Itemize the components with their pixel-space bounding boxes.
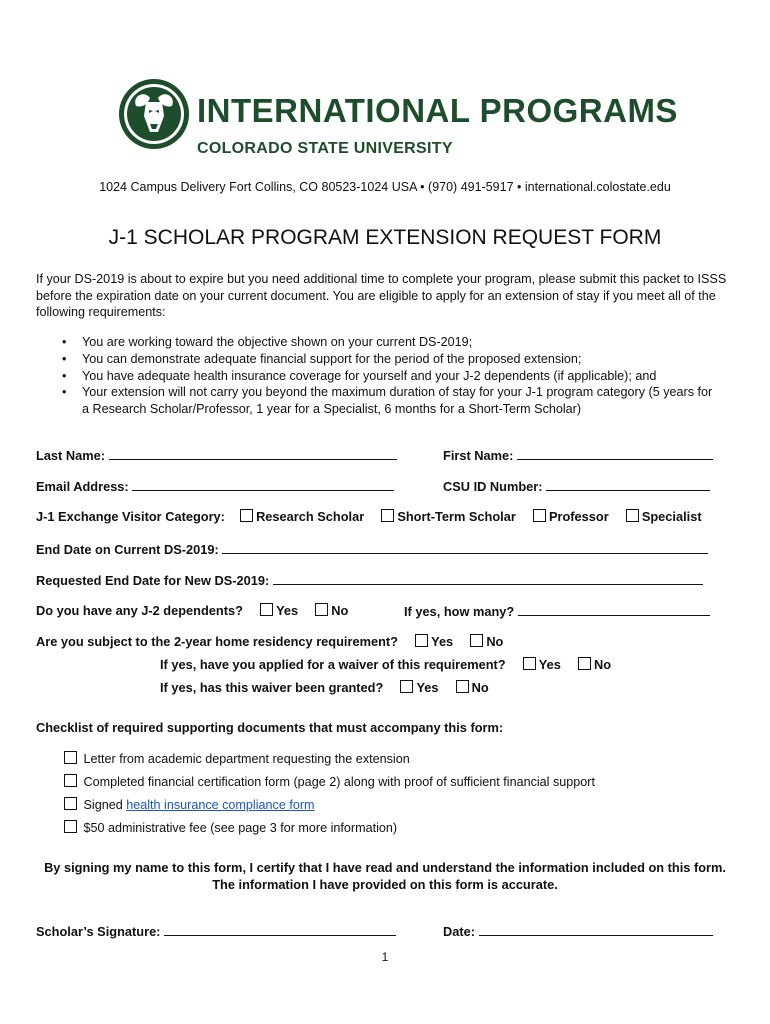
page-title: J-1 SCHOLAR PROGRAM EXTENSION REQUEST FORM	[108, 226, 662, 249]
requested-end-date-label: Requested End Date for New DS-2019:	[36, 573, 270, 588]
header	[0, 78, 770, 162]
short-term-scholar-label: Short-Term Scholar	[397, 509, 516, 524]
professor-label: Professor	[548, 509, 609, 524]
checklist-item-letter	[64, 751, 410, 766]
waiver-granted-row	[160, 680, 489, 695]
professor-checkbox[interactable]	[533, 509, 546, 522]
waiver-granted-no-label: No	[471, 680, 489, 695]
waiver-granted-yes-label: Yes	[416, 680, 439, 695]
last-name-field[interactable]	[109, 447, 397, 460]
short-term-scholar-checkbox[interactable]	[381, 509, 394, 522]
university-name: COLORADO STATE UNIVERSITY	[197, 140, 453, 157]
requested-end-date-row	[36, 572, 703, 588]
end-date-row	[36, 541, 708, 557]
residency-yes-checkbox[interactable]	[415, 634, 428, 647]
health-insurance-link[interactable]: health insurance compliance form	[126, 798, 315, 812]
fee-checkbox[interactable]	[64, 820, 77, 833]
specialist-checkbox[interactable]	[626, 509, 639, 522]
requirements-list	[62, 334, 722, 418]
how-many-row	[404, 603, 710, 619]
financial-checkbox[interactable]	[64, 774, 77, 787]
checklist-item-fee	[64, 820, 397, 835]
letter-checkbox[interactable]	[64, 751, 77, 764]
csu-id-label: CSU ID Number:	[443, 479, 543, 494]
program-name: INTERNATIONAL PROGRAMS	[197, 92, 678, 129]
csu-id-row	[443, 478, 710, 494]
waiver-applied-yes-checkbox[interactable]	[523, 657, 536, 670]
residency-row	[36, 634, 503, 649]
date-row	[443, 923, 713, 939]
last-name-row	[36, 447, 397, 463]
residency-yes-label: Yes	[431, 634, 454, 649]
end-date-field[interactable]	[222, 541, 708, 554]
checklist-item-label: $50 administrative fee (see page 3 for more information)	[83, 821, 398, 835]
dependents-label: Do you have any J-2 dependents?	[36, 603, 243, 618]
page-number: 1	[381, 950, 389, 964]
checklist-item-label: Signed	[83, 798, 127, 812]
end-date-label: End Date on Current DS-2019:	[36, 542, 219, 557]
list-item: • You are working toward the objective shown on your current DS-2019;	[62, 334, 722, 351]
dependents-no-checkbox[interactable]	[315, 603, 328, 616]
residency-no-checkbox[interactable]	[470, 634, 483, 647]
email-row	[36, 478, 394, 494]
category-label: J-1 Exchange Visitor Category:	[36, 509, 225, 524]
list-item: • Your extension will not carry you beyond the maximum duration of stay for your J-1 program category (5 years for a Research Scholar/Professor, 1 year for a Specialist, 6 months for a Short-Term Scholar)	[62, 384, 722, 418]
how-many-label: If yes, how many?	[404, 604, 515, 619]
residency-no-label: No	[486, 634, 504, 649]
waiver-applied-no-checkbox[interactable]	[578, 657, 591, 670]
dependents-yes-label: Yes	[276, 603, 299, 618]
checklist-item-financial	[64, 774, 595, 789]
csu-id-field[interactable]	[546, 478, 710, 491]
research-scholar-label: Research Scholar	[256, 509, 365, 524]
dependents-no-label: No	[331, 603, 349, 618]
waiver-applied-yes-label: Yes	[538, 657, 561, 672]
email-field[interactable]	[132, 478, 394, 491]
signature-field[interactable]	[164, 923, 396, 936]
contact-address: 1024 Campus Delivery Fort Collins, CO 80523-1024 USA • (970) 491-5917 • international.colostate.edu	[99, 180, 671, 194]
residency-label: Are you subject to the 2-year home residency requirement?	[36, 634, 398, 649]
ram-head-logo-icon	[118, 78, 190, 150]
waiver-applied-label: If yes, have you applied for a waiver of this requirement?	[160, 657, 506, 672]
first-name-label: First Name:	[443, 448, 514, 463]
specialist-label: Specialist	[641, 509, 702, 524]
signature-row	[36, 923, 396, 939]
last-name-label: Last Name:	[36, 448, 105, 463]
certification-statement: By signing my name to this form, I certify that I have read and understand the information included on this form. The information I have provided on this form is accurate.	[44, 860, 726, 892]
research-scholar-checkbox[interactable]	[240, 509, 253, 522]
signature-label: Scholar’s Signature:	[36, 924, 161, 939]
dependents-yes-checkbox[interactable]	[260, 603, 273, 616]
requested-end-date-field[interactable]	[273, 572, 703, 585]
how-many-field[interactable]	[518, 603, 710, 616]
category-row	[36, 509, 702, 524]
date-field[interactable]	[479, 923, 713, 936]
intro-paragraph: If your DS-2019 is about to expire but you need additional time to complete your program, please submit this packet to ISSS before the expiration date on your current document. You are eligible to apply for an extension of stay if you meet all of the following requirements:	[36, 272, 727, 319]
waiver-applied-row	[160, 657, 611, 672]
dependents-row	[36, 603, 348, 618]
checklist-item-label: Completed financial certification form (page 2) along with proof of sufficient financial support	[83, 775, 595, 789]
date-label: Date:	[443, 924, 475, 939]
email-label: Email Address:	[36, 479, 129, 494]
list-item: • You have adequate health insurance coverage for yourself and your J-2 dependents (if applicable); and	[62, 368, 722, 385]
checklist-item-label: Letter from academic department requesting the extension	[83, 752, 410, 766]
checklist-heading: Checklist of required supporting documents that must accompany this form:	[36, 720, 504, 735]
waiver-granted-label: If yes, has this waiver been granted?	[160, 680, 384, 695]
first-name-row	[443, 447, 713, 463]
list-item: • You can demonstrate adequate financial support for the period of the proposed extension;	[62, 351, 722, 368]
waiver-applied-no-label: No	[593, 657, 612, 672]
checklist-item-insurance	[64, 797, 315, 812]
waiver-granted-no-checkbox[interactable]	[456, 680, 469, 693]
first-name-field[interactable]	[517, 447, 713, 460]
insurance-checkbox[interactable]	[64, 797, 77, 810]
waiver-granted-yes-checkbox[interactable]	[400, 680, 413, 693]
